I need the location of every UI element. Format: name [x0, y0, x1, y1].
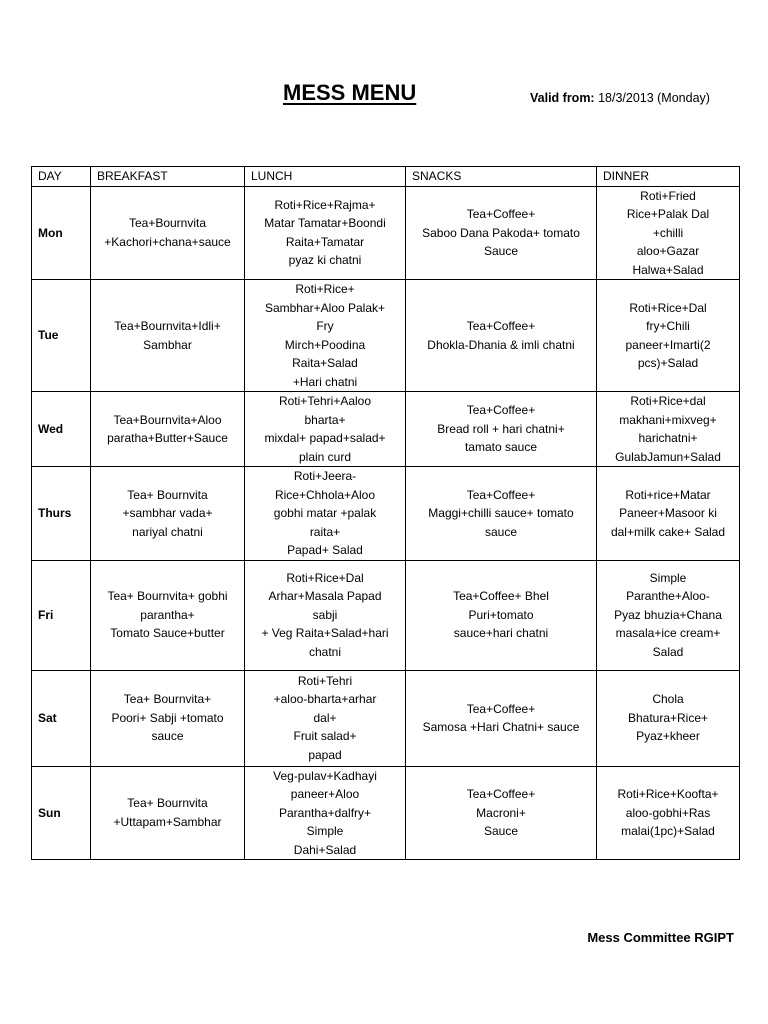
breakfast-cell — [91, 766, 245, 860]
snacks-line: Tea+Coffee+ — [466, 487, 536, 502]
breakfast-line: Tea+ Bournvita — [127, 796, 208, 811]
day-cell: Thurs — [32, 467, 91, 561]
dinner-cell — [597, 467, 740, 561]
dinner-line: Roti+rice+Matar — [625, 487, 711, 502]
lunch-line: raita+ — [309, 524, 341, 539]
dinner-line: Roti+Rice+Dal — [629, 300, 707, 315]
lunch-line: Roti+Rice+ — [295, 282, 355, 296]
table-row — [32, 392, 740, 467]
snacks-line: Tea+Coffee+ Bhel — [453, 589, 549, 604]
breakfast-cell — [91, 467, 245, 561]
lunch-line: Mirch+Poodina — [284, 337, 366, 352]
valid-from-label: Valid from: — [530, 91, 595, 105]
lunch-line: dal+ — [313, 710, 337, 725]
lunch-line: mixdal+ papad+salad+ — [264, 431, 386, 445]
menu-body — [32, 186, 740, 860]
snacks-cell — [406, 280, 597, 392]
breakfast-cell — [91, 392, 245, 467]
lunch-line: Veg-pulav+Kadhayi — [273, 768, 377, 783]
dinner-line: Paranthe+Aloo- — [626, 589, 710, 604]
snacks-line: Tea+Coffee+ — [466, 701, 536, 716]
day-cell: Tue — [32, 280, 91, 392]
dinner-line: aloo+Gazar — [636, 244, 700, 258]
lunch-line: + Veg Raita+Salad+hari — [261, 626, 389, 641]
table-row — [32, 560, 740, 670]
breakfast-line: +Uttapam+Sambhar — [113, 814, 222, 829]
dinner-line: Rice+Palak Dal — [626, 207, 710, 221]
day-cell: Fri — [32, 560, 91, 670]
lunch-line: bharta+ — [304, 412, 346, 427]
header-lunch: LUNCH — [245, 167, 406, 187]
lunch-line: Rice+Chhola+Aloo — [274, 487, 376, 502]
breakfast-line: Tea+ Bournvita+ gobhi — [107, 589, 228, 604]
dinner-line: +chilli — [652, 225, 684, 240]
table-row — [32, 186, 740, 280]
lunch-line: Parantha+dalfry+ — [278, 805, 372, 820]
lunch-cell — [245, 186, 406, 280]
dinner-line: harichatni+ — [638, 431, 698, 445]
breakfast-line: Tea+ Bournvita — [127, 487, 208, 502]
dinner-line: pcs)+Salad — [637, 356, 699, 370]
dinner-cell — [597, 392, 740, 467]
valid-from-date: 18/3/2013 (Monday) — [594, 91, 710, 105]
snacks-line: Samosa +Hari Chatni+ sauce — [422, 720, 580, 734]
table-row — [32, 670, 740, 766]
dinner-cell — [597, 670, 740, 766]
lunch-line: plain curd — [298, 449, 352, 464]
snacks-line: Dhokla-Dhania & imli chatni — [427, 337, 575, 352]
lunch-cell — [245, 392, 406, 467]
lunch-cell — [245, 766, 406, 860]
dinner-line: Halwa+Salad — [632, 262, 704, 277]
breakfast-line: parantha+ — [140, 607, 195, 622]
lunch-line: Matar Tamatar+Boondi — [264, 216, 386, 231]
lunch-line: Fruit salad+ — [293, 729, 357, 744]
snacks-line: sauce — [484, 524, 518, 539]
breakfast-cell — [91, 670, 245, 766]
dinner-line: aloo-gobhi+Ras — [625, 805, 711, 820]
breakfast-line: sauce — [151, 729, 184, 744]
lunch-line: Roti+Jeera- — [293, 469, 357, 483]
lunch-line: sabji — [312, 607, 338, 622]
header-snacks: SNACKS — [406, 167, 597, 187]
day-cell: Mon — [32, 186, 91, 280]
page-title: MESS MENU — [283, 80, 417, 105]
lunch-line: pyaz ki chatni — [288, 253, 362, 268]
valid-from — [530, 91, 710, 105]
snacks-line: Puri+tomato — [468, 607, 534, 622]
day-cell: Sun — [32, 766, 91, 860]
snacks-cell — [406, 560, 597, 670]
header-day: DAY — [32, 167, 91, 187]
breakfast-line: Tomato Sauce+butter — [110, 626, 225, 641]
dinner-line: Roti+Fried — [640, 188, 696, 203]
breakfast-line: nariyal chatni — [132, 524, 203, 539]
snacks-line: Maggi+chilli sauce+ tomato — [428, 506, 574, 520]
dinner-line: malai(1pc)+Salad — [621, 824, 715, 838]
breakfast-line: Poori+ Sabji +tomato — [111, 710, 224, 725]
lunch-line: Fry — [316, 319, 334, 333]
dinner-line: Salad — [652, 644, 684, 659]
header-dinner: DINNER — [597, 167, 740, 187]
dinner-line: Paneer+Masoor ki — [619, 506, 717, 520]
breakfast-line: +Kachori+chana+sauce — [104, 234, 231, 249]
snacks-line: Tea+Coffee+ — [466, 403, 536, 418]
dinner-line: Pyaz bhuzia+Chana — [614, 607, 722, 622]
breakfast-line: paratha+Butter+Sauce — [107, 431, 228, 445]
snacks-line: tamato sauce — [464, 440, 538, 455]
dinner-line: Pyaz+kheer — [636, 729, 700, 744]
dinner-line: Roti+Rice+Koofta+ — [617, 787, 719, 801]
snacks-line: Tea+Coffee+ — [466, 787, 536, 801]
table-row — [32, 467, 740, 561]
breakfast-cell — [91, 280, 245, 392]
lunch-line: Arhar+Masala Papad — [268, 589, 382, 604]
header-breakfast: BREAKFAST — [91, 167, 245, 187]
header-row — [32, 167, 740, 187]
dinner-line: Simple — [649, 570, 687, 585]
day-cell: Sat — [32, 670, 91, 766]
dinner-line: Bhatura+Rice+ — [627, 710, 709, 725]
breakfast-line: Tea+ Bournvita+ — [123, 692, 212, 707]
snacks-cell — [406, 467, 597, 561]
snacks-line: sauce+hari chatni — [453, 626, 549, 641]
lunch-line: Dahi+Salad — [293, 842, 357, 857]
dinner-line: Roti+Rice+dal — [630, 394, 706, 408]
lunch-line: Raita+Salad — [292, 356, 358, 370]
dinner-line: fry+Chili — [646, 319, 690, 333]
lunch-line: Sambhar+Aloo Palak+ — [264, 300, 386, 315]
dinner-line: dal+milk cake+ Salad — [610, 524, 726, 539]
snacks-cell — [406, 670, 597, 766]
snacks-line: Sauce — [483, 824, 519, 838]
snacks-cell — [406, 766, 597, 860]
breakfast-line: +sambhar vada+ — [122, 506, 213, 520]
dinner-line: masala+ice cream+ — [615, 626, 721, 641]
snacks-line: Tea+Coffee+ — [466, 319, 536, 333]
lunch-line: gobhi matar +palak — [273, 506, 377, 520]
lunch-line: chatni — [308, 644, 342, 659]
lunch-cell — [245, 280, 406, 392]
lunch-line: Simple — [306, 824, 344, 838]
lunch-line: +Hari chatni — [292, 374, 358, 389]
snacks-cell — [406, 392, 597, 467]
menu-table — [31, 166, 740, 860]
dinner-line: GulabJamun+Salad — [615, 449, 721, 464]
snacks-line: Macroni+ — [476, 805, 526, 820]
dinner-line: paneer+Imarti(2 — [625, 337, 711, 352]
dinner-line: Chola — [652, 692, 684, 707]
lunch-line: Raita+Tamatar — [285, 234, 365, 249]
lunch-line: Roti+Rice+Rajma+ — [274, 197, 376, 212]
breakfast-line: Tea+Bournvita — [128, 216, 207, 231]
snacks-line: Sauce — [483, 244, 519, 258]
lunch-line: Roti+Tehri — [297, 673, 353, 688]
lunch-line: +aloo-bharta+arhar — [273, 692, 377, 707]
lunch-cell — [245, 467, 406, 561]
lunch-line: Roti+Rice+Dal — [286, 570, 364, 585]
dinner-line: makhani+mixveg+ — [619, 412, 717, 427]
snacks-line: Bread roll + hari chatni+ — [437, 421, 565, 436]
dinner-cell — [597, 280, 740, 392]
table-row — [32, 280, 740, 392]
dinner-cell — [597, 560, 740, 670]
breakfast-cell — [91, 560, 245, 670]
breakfast-line: Tea+Bournvita+Aloo — [113, 412, 222, 427]
dinner-cell — [597, 186, 740, 280]
lunch-cell — [245, 560, 406, 670]
breakfast-line: Sambhar — [143, 337, 192, 352]
day-cell: Wed — [32, 392, 91, 467]
snacks-cell — [406, 186, 597, 280]
dinner-cell — [597, 766, 740, 860]
lunch-line: papad — [308, 747, 342, 762]
breakfast-cell — [91, 186, 245, 280]
table-row — [32, 766, 740, 860]
lunch-cell — [245, 670, 406, 766]
lunch-line: Papad+ Salad — [287, 543, 363, 557]
lunch-line: paneer+Aloo — [290, 787, 360, 801]
snacks-line: Saboo Dana Pakoda+ tomato — [422, 225, 580, 240]
footer-signature: Mess Committee RGIPT — [587, 930, 734, 945]
lunch-line: Roti+Tehri+Aaloo — [278, 394, 372, 408]
snacks-line: Tea+Coffee+ — [466, 207, 536, 221]
breakfast-line: Tea+Bournvita+Idli+ — [114, 319, 221, 333]
